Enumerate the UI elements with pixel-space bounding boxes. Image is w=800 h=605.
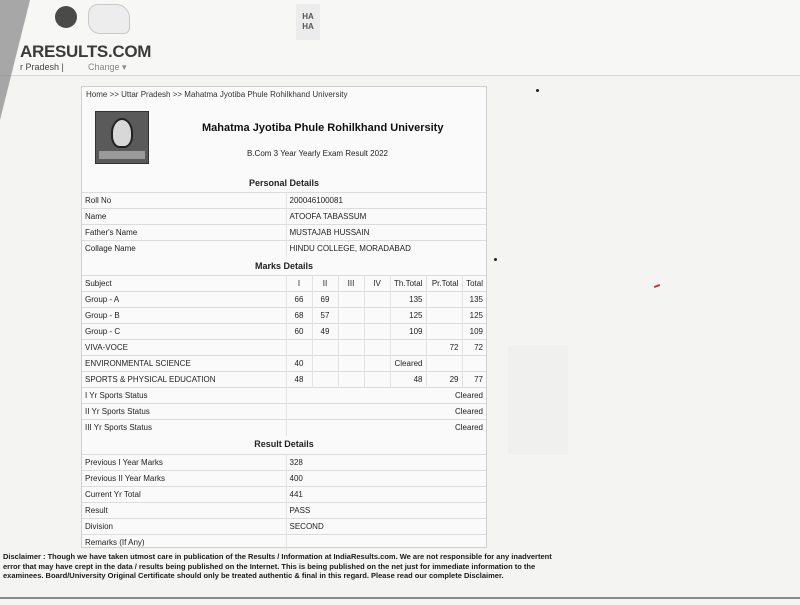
page-corner-shadow xyxy=(0,0,30,120)
cell xyxy=(338,356,364,372)
row-label: Name xyxy=(82,209,286,225)
cell: Cleared xyxy=(286,388,486,404)
table-row xyxy=(82,225,486,241)
university-crest-icon xyxy=(95,111,149,164)
sports-status-row xyxy=(82,404,486,420)
cell: 72 xyxy=(426,340,462,356)
cell xyxy=(338,308,364,324)
row-value: PASS xyxy=(286,503,486,519)
badge-line-1: HA xyxy=(302,12,314,21)
cell: 60 xyxy=(286,324,312,340)
cell: 125 xyxy=(390,308,426,324)
column-header: Subject xyxy=(82,276,286,292)
column-header: III xyxy=(338,276,364,292)
cell: 66 xyxy=(286,292,312,308)
cell xyxy=(338,340,364,356)
table-row xyxy=(82,356,486,372)
row-label: Collage Name xyxy=(82,241,286,257)
cell: 48 xyxy=(390,372,426,388)
row-value xyxy=(286,535,486,551)
change-state-link[interactable]: Change ▾ xyxy=(88,62,127,72)
table-row xyxy=(82,471,486,487)
cell: I Yr Sports Status xyxy=(82,388,286,404)
cell: 29 xyxy=(426,372,462,388)
marks-details-table xyxy=(82,275,486,436)
cell xyxy=(364,356,390,372)
column-header: Th.Total xyxy=(390,276,426,292)
column-header: Pr.Total xyxy=(426,276,462,292)
cell xyxy=(338,292,364,308)
table-row xyxy=(82,503,486,519)
row-value: HINDU COLLEGE, MORADABAD xyxy=(286,241,486,257)
site-header xyxy=(0,0,800,76)
university-title: Mahatma Jyotiba Phule Rohilkhand University xyxy=(202,122,444,134)
bleed-through-shadow xyxy=(508,345,568,455)
cell: VIVA-VOCE xyxy=(82,340,286,356)
table-row xyxy=(82,535,486,551)
cell xyxy=(312,340,338,356)
cell xyxy=(462,356,486,372)
badge-line-2: HA xyxy=(302,22,314,31)
row-label: Current Yr Total xyxy=(82,487,286,503)
row-label: Result xyxy=(82,503,286,519)
site-name[interactable]: ARESULTS.COM xyxy=(20,42,152,61)
row-value: MUSTAJAB HUSSAIN xyxy=(286,225,486,241)
cell: Cleared xyxy=(286,420,486,436)
result-details-table xyxy=(82,454,486,551)
cell xyxy=(426,308,462,324)
result-details-heading: Result Details xyxy=(254,439,314,449)
table-row xyxy=(82,292,486,308)
personal-details-table xyxy=(82,192,486,257)
column-header: II xyxy=(312,276,338,292)
speck xyxy=(536,89,539,92)
cell: 48 xyxy=(286,372,312,388)
table-row xyxy=(82,193,486,209)
table-row xyxy=(82,241,486,257)
state-map-icon xyxy=(88,4,130,34)
row-label: Father's Name xyxy=(82,225,286,241)
cell: III Yr Sports Status xyxy=(82,420,286,436)
footer-divider xyxy=(0,597,800,599)
exam-title: B.Com 3 Year Yearly Exam Result 2022 xyxy=(247,149,388,158)
site-logo-icon[interactable] xyxy=(55,6,77,28)
header-badge xyxy=(296,4,320,40)
row-label: Division xyxy=(82,519,286,535)
row-label: Previous I Year Marks xyxy=(82,455,286,471)
cell xyxy=(390,340,426,356)
sports-status-row xyxy=(82,388,486,404)
cell: 69 xyxy=(312,292,338,308)
cell: 125 xyxy=(462,308,486,324)
cell xyxy=(364,292,390,308)
table-row xyxy=(82,209,486,225)
cell: 109 xyxy=(390,324,426,340)
cell: Group - A xyxy=(82,292,286,308)
cell xyxy=(338,324,364,340)
cell: 77 xyxy=(462,372,486,388)
row-value: 328 xyxy=(286,455,486,471)
cell xyxy=(364,324,390,340)
column-header: Total xyxy=(462,276,486,292)
cell xyxy=(312,356,338,372)
row-value: SECOND xyxy=(286,519,486,535)
cell xyxy=(426,292,462,308)
cell: ENVIRONMENTAL SCIENCE xyxy=(82,356,286,372)
breadcrumb[interactable]: Home >> Uttar Pradesh >> Mahatma Jyotiba Phule Rohilkhand University xyxy=(86,90,348,99)
cell xyxy=(426,356,462,372)
cell: Cleared xyxy=(390,356,426,372)
table-row xyxy=(82,308,486,324)
cell: Group - C xyxy=(82,324,286,340)
table-row xyxy=(82,324,486,340)
disclaimer-text: Disclaimer : Though we have taken utmost care in publication of the Results / Information at IndiaResults.com. We are not responsible for any inadvertent error that may have crept in the data / results being published on the Internet. This is being published on the net just for immediate information to the examinees. Board/University Original Certificate should only be treated authentic & final in this regard. Please read our complete Disclaimer. xyxy=(3,552,552,580)
table-row xyxy=(82,487,486,503)
cell: SPORTS & PHYSICAL EDUCATION xyxy=(82,372,286,388)
cell xyxy=(426,324,462,340)
cell: 68 xyxy=(286,308,312,324)
cell: 135 xyxy=(462,292,486,308)
cell xyxy=(338,372,364,388)
cell: Group - B xyxy=(82,308,286,324)
marks-details-heading: Marks Details xyxy=(254,261,314,271)
cell xyxy=(364,372,390,388)
row-label: Remarks (If Any) xyxy=(82,535,286,551)
result-card xyxy=(81,86,487,548)
cell xyxy=(364,340,390,356)
table-row xyxy=(82,455,486,471)
sports-status-row xyxy=(82,420,486,436)
personal-details-heading: Personal Details xyxy=(248,178,320,188)
speck xyxy=(494,258,497,261)
table-row xyxy=(82,372,486,388)
crest-band xyxy=(99,151,145,159)
state-label: r Pradesh | xyxy=(20,62,64,72)
cell: 109 xyxy=(462,324,486,340)
cell xyxy=(286,340,312,356)
column-header: I xyxy=(286,276,312,292)
row-value: 200046100081 xyxy=(286,193,486,209)
row-value: 400 xyxy=(286,471,486,487)
cell: 49 xyxy=(312,324,338,340)
row-label: Roll No xyxy=(82,193,286,209)
table-row xyxy=(82,340,486,356)
row-value: ATOOFA TABASSUM xyxy=(286,209,486,225)
cell: 57 xyxy=(312,308,338,324)
cell xyxy=(364,308,390,324)
cell: 72 xyxy=(462,340,486,356)
marks-header-row xyxy=(82,276,486,292)
red-mark xyxy=(654,284,660,288)
cell xyxy=(312,372,338,388)
row-label: Previous II Year Marks xyxy=(82,471,286,487)
table-row xyxy=(82,519,486,535)
cell: 40 xyxy=(286,356,312,372)
cell: 135 xyxy=(390,292,426,308)
cell: Cleared xyxy=(286,404,486,420)
cell: II Yr Sports Status xyxy=(82,404,286,420)
row-value: 441 xyxy=(286,487,486,503)
crest-emblem-icon xyxy=(111,118,133,148)
column-header: IV xyxy=(364,276,390,292)
